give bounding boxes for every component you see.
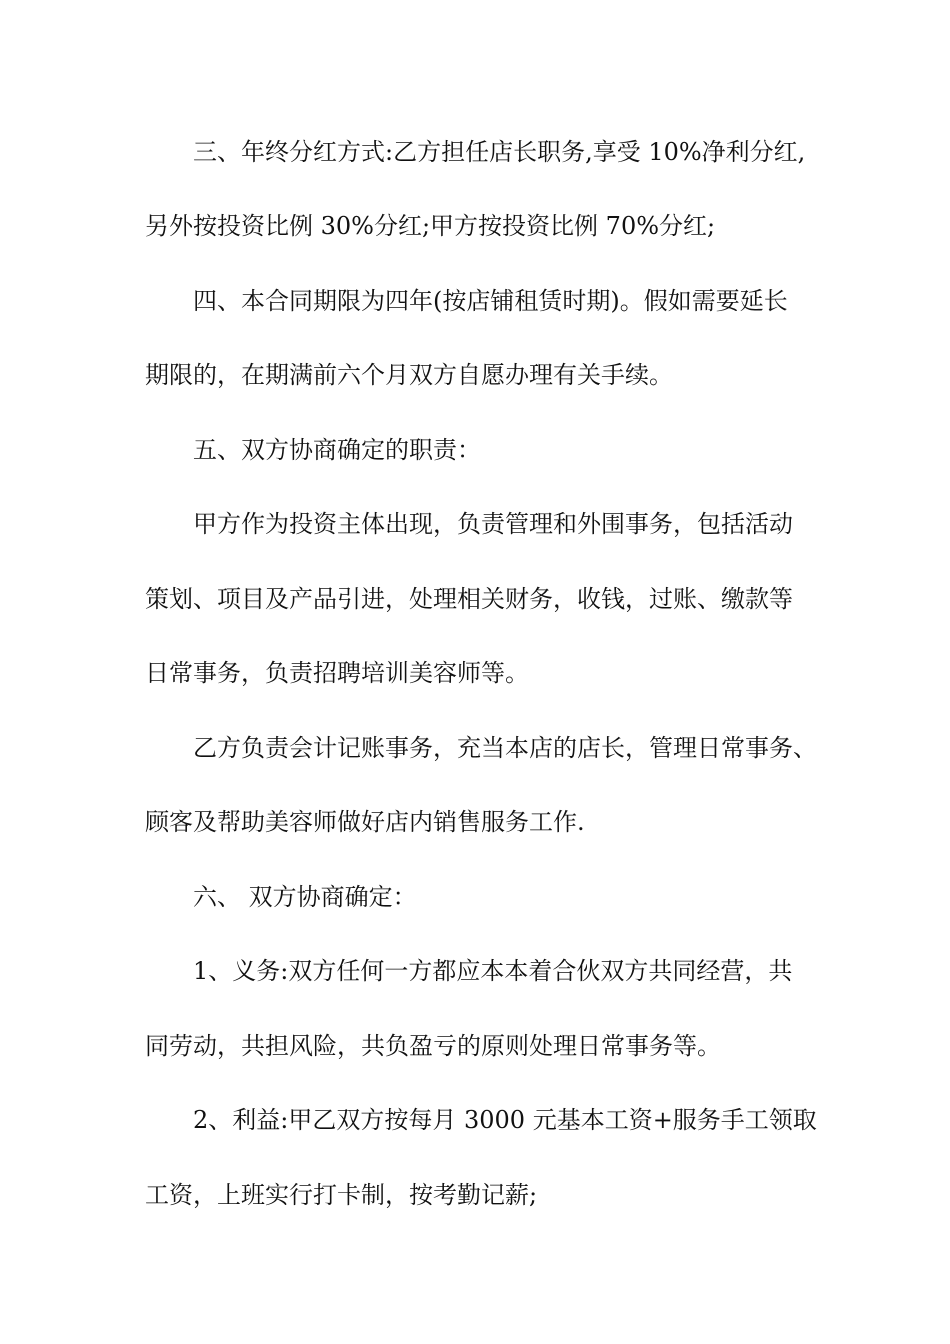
paragraph-4-line-1: 四、本合同期限为四年(按店铺租赁时期)。假如需要延长 (193, 287, 788, 315)
paragraph-party-b-line-2: 顾客及帮助美容师做好店内销售服务工作. (145, 808, 585, 836)
paragraph-party-b-line-1: 乙方负责会计记账事务，充当本店的店长，管理日常事务、 (193, 734, 817, 762)
paragraph-5-heading: 五、双方协商确定的职责： (193, 436, 481, 464)
clause-2-line-2: 工资，上班实行打卡制，按考勤记薪; (145, 1181, 538, 1209)
paragraph-4-line-2: 期限的，在期满前六个月双方自愿办理有关手续。 (145, 361, 673, 389)
clause-1-line-2: 同劳动，共担风险，共负盈亏的原则处理日常事务等。 (145, 1032, 721, 1060)
clause-2-line-1: 2、利益:甲乙双方按每月 3000 元基本工资+服务手工领取 (193, 1106, 817, 1134)
paragraph-3-line-1: 三、年终分红方式:乙方担任店长职务,享受 10%净利分红, (193, 138, 806, 166)
paragraph-6-heading: 六、 双方协商确定： (193, 883, 417, 911)
paragraph-3-line-2: 另外按投资比例 30%分红;甲方按投资比例 70%分红; (145, 212, 716, 240)
paragraph-party-a-line-3: 日常事务，负责招聘培训美容师等。 (145, 659, 529, 687)
paragraph-party-a-line-2: 策划、项目及产品引进，处理相关财务，收钱，过账、缴款等 (145, 585, 793, 613)
paragraph-party-a-line-1: 甲方作为投资主体出现，负责管理和外围事务，包括活动 (193, 510, 793, 538)
clause-1-line-1: 1、义务:双方任何一方都应本本着合伙双方共同经营，共 (193, 957, 793, 985)
